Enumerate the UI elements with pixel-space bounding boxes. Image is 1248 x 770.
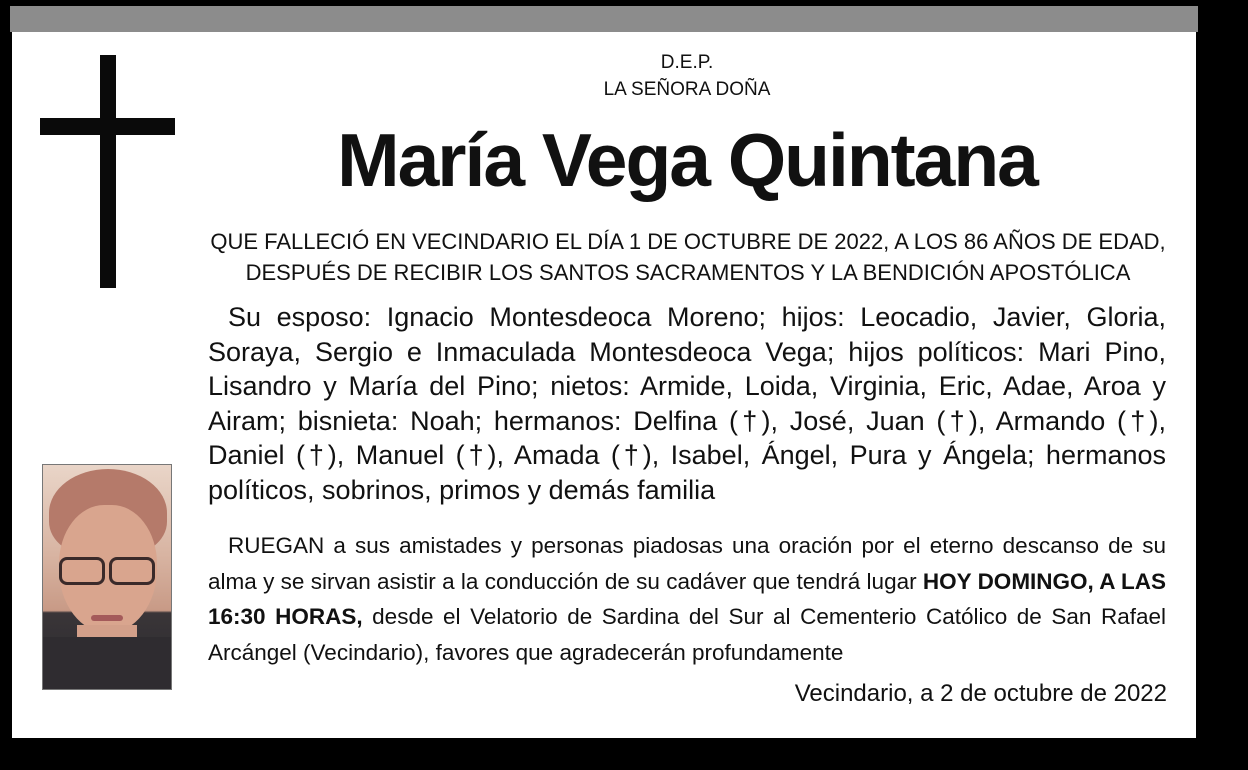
request-text-1: RUEGAN a sus amistades y personas piadosas una oración por el eterno descanso de su alma y se sirvan asistir a la conducción de su cadáver que tendrá lugar [208,533,1166,594]
request-paragraph [208,528,1166,670]
request-time: HOY DOMINGO, A LAS 16:30 HORAS, [208,568,1166,629]
top-bar [10,6,1198,32]
dep-heading: D.E.P. [660,52,714,73]
cross-vertical-bar [100,55,116,288]
family-text: Su esposo: Ignacio Montesdeoca Moreno; hijos: Leocadio, Javier, Gloria, Soraya, Sergio e Inmaculada Montesdeoca Vega; hijos políticos: Mari Pino, Lisandro y María del Pino; nietos: Armide, Loida, Virginia, Eric, Adae, Aroa y Airam; bisnieta: Noah; hermanos: Delfina (†), José, Juan (†), Armando (†), Daniel (†), Manuel (†), Amada (†), Isabel, Ángel, Pura y Ángela; hermanos políticos, sobrinos, primos y demás familia [208,302,1166,505]
request-text-2: desde el Velatorio de Sardina del Sur al Cementerio Católico de San Rafael Arcángel (Vecindario), favores que agradecerán profundamente [208,604,1166,665]
portrait-photo [42,464,172,690]
family-paragraph [208,300,1166,507]
place-date: Vecindario, a 2 de octubre de 2022 [794,680,1167,707]
cross-horizontal-bar [40,118,175,135]
death-line-2: DESPUÉS DE RECIBIR LOS SANTOS SACRAMENTOS Y LA BENDICIÓN APOSTÓLICA [245,260,1131,285]
deceased-name: María Vega Quintana [337,118,1037,202]
death-line-1: QUE FALLECIÓ EN VECINDARIO EL DÍA 1 DE OCTUBRE DE 2022, A LOS 86 AÑOS DE EDAD, [210,229,1166,254]
obituary-card [12,32,1196,738]
death-statement [208,226,1168,288]
title-line: LA SEÑORA DOÑA [603,79,771,100]
